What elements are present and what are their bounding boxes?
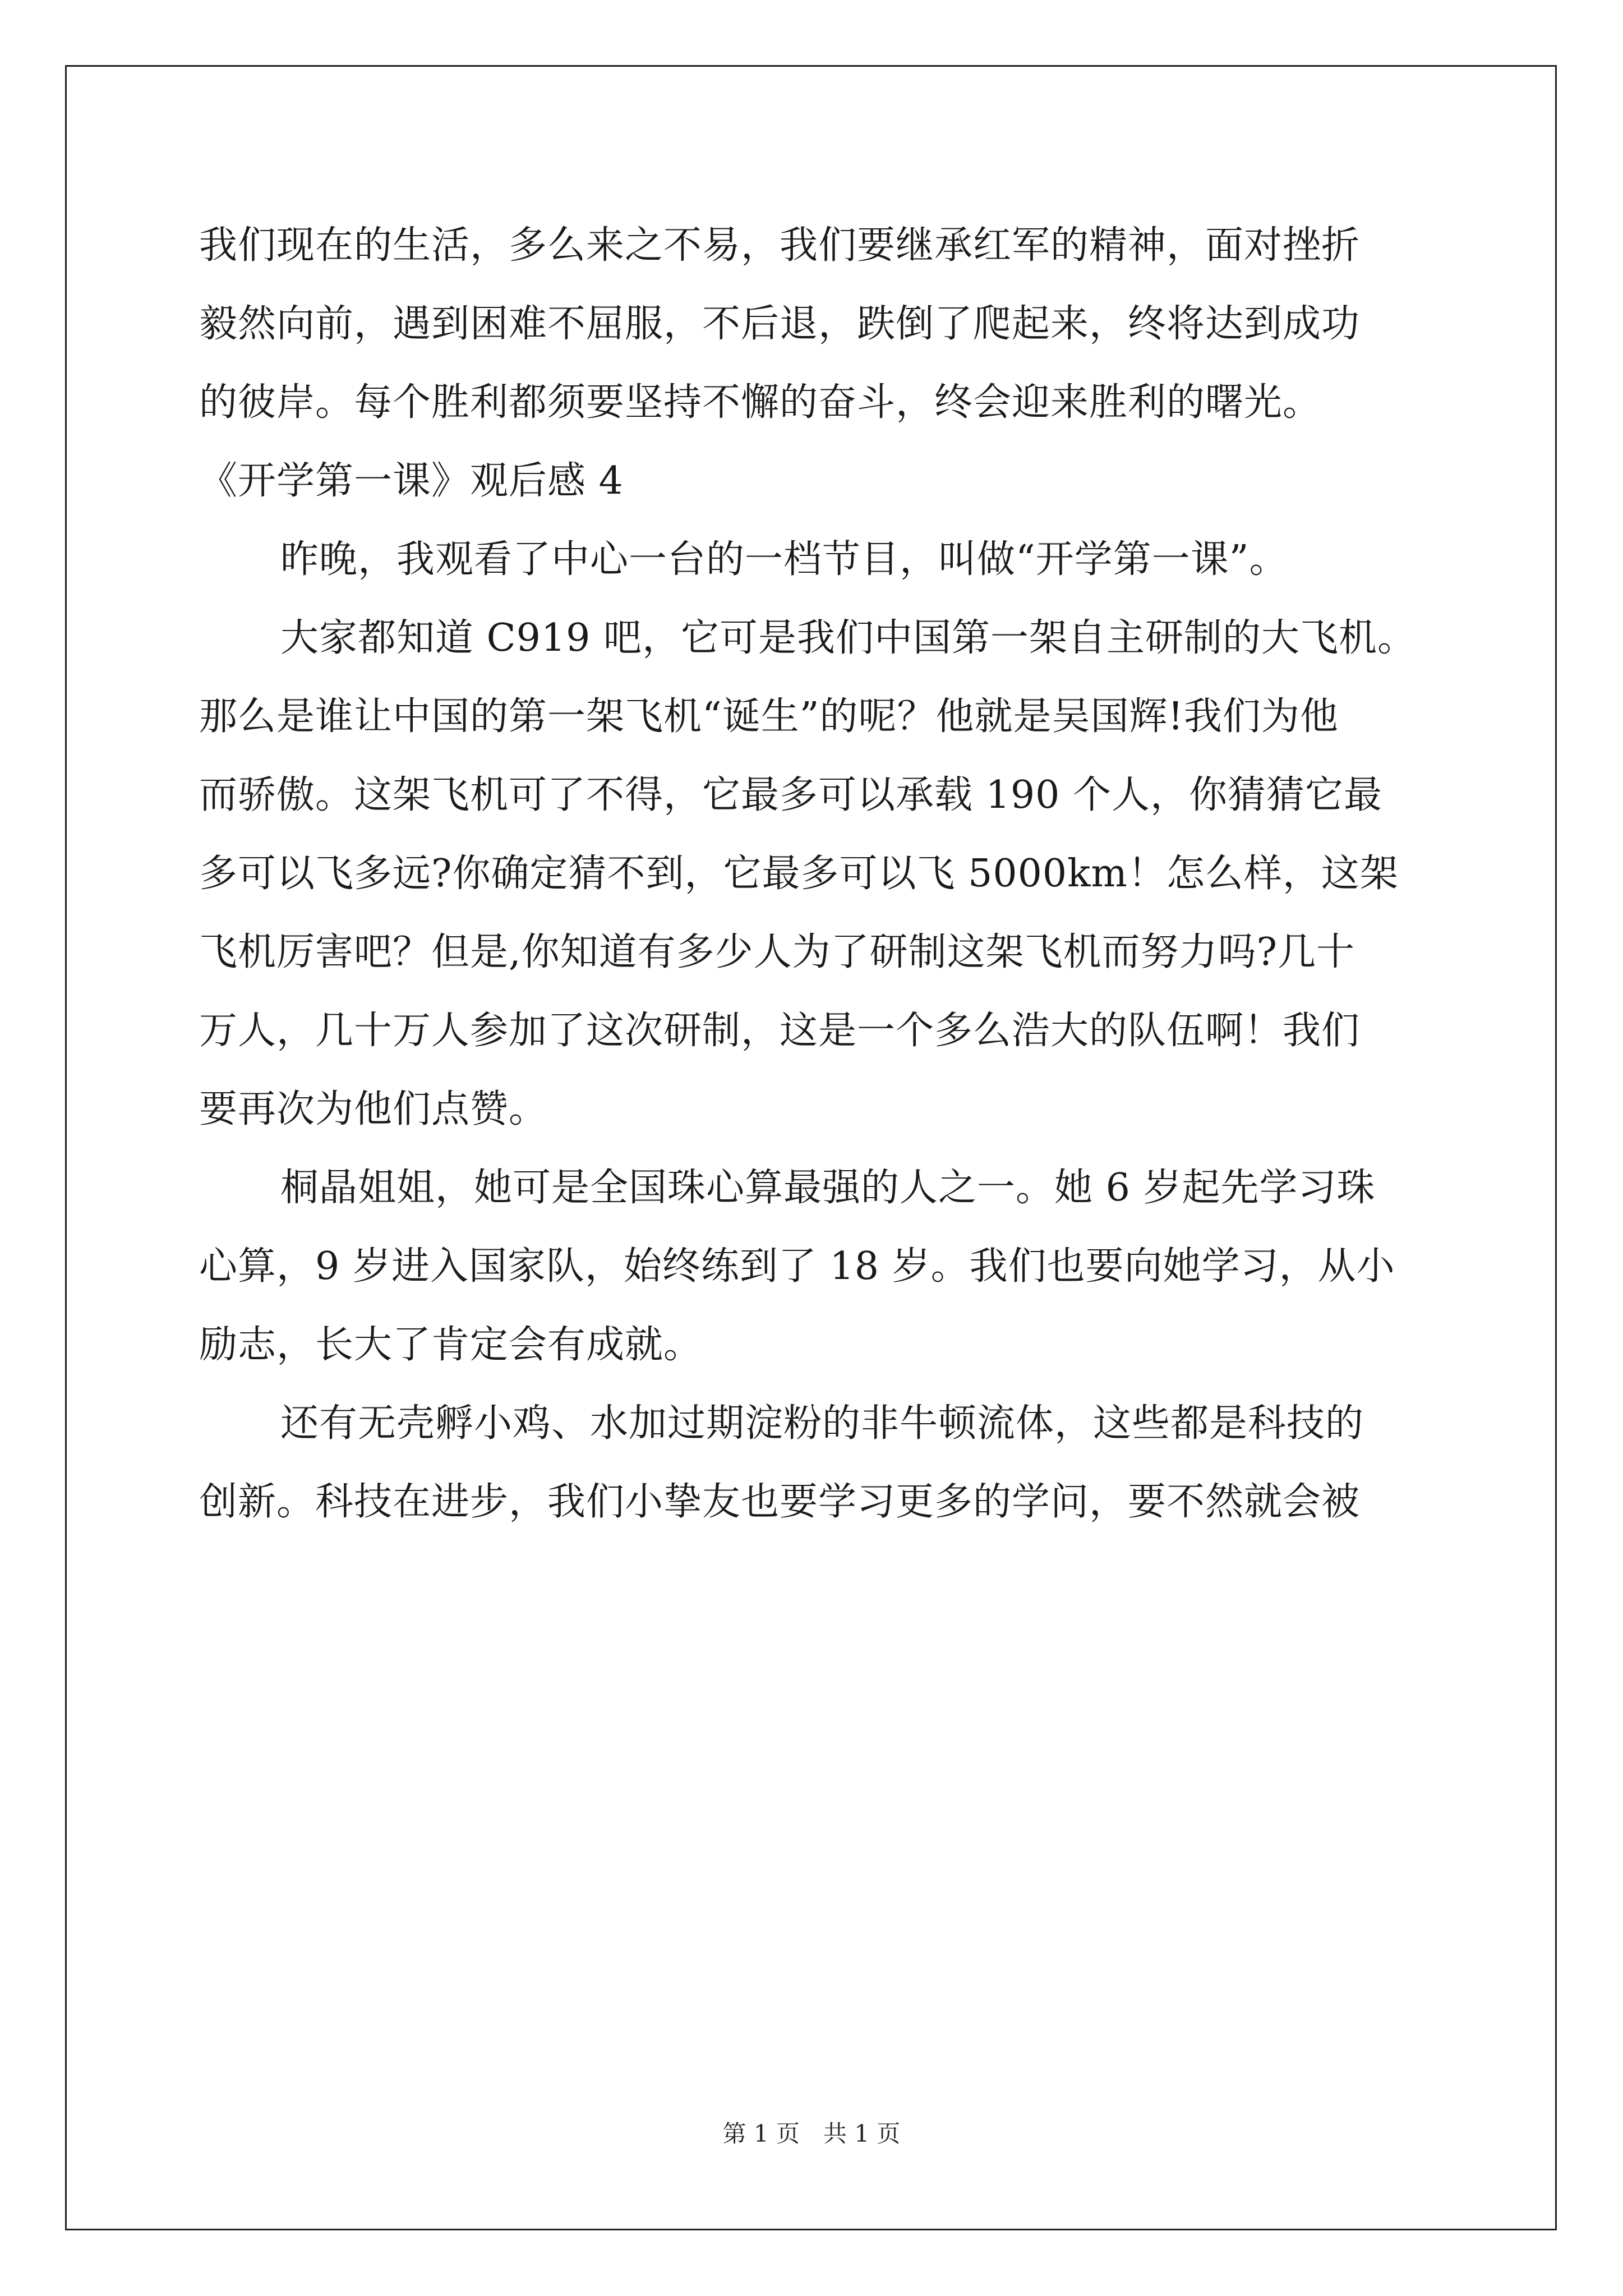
body-line: 要再次为他们点赞。 [199,1087,548,1131]
page-number-footer: 第 1 页 共 1 页 [722,2120,901,2147]
body-line: 飞机厉害吧？但是,你知道有多少人为了研制这架飞机而努力吗?几十 [199,930,1355,974]
body-line: 毅然向前，遇到困难不屈服，不后退，跌倒了爬起来，终将达到成功 [199,302,1361,346]
section-heading: 《开学第一课》观后感 4 [199,459,624,503]
body-line: 我们现在的生活，多么来之不易，我们要继承红军的精神，面对挫折 [199,223,1361,268]
body-line: 心算，9 岁进入国家队，始终练到了 18 岁。我们也要向她学习，从小 [199,1244,1395,1289]
body-line: 创新。科技在进步，我们小挚友也要学习更多的学问，要不然就会被 [199,1480,1361,1524]
body-line: 那么是谁让中国的第一架飞机“诞生”的呢？他就是吴国辉!我们为他 [199,694,1339,739]
body-line: 大家都知道 C919 吧，它可是我们中国第一架自主研制的大飞机。 [280,616,1417,660]
body-line: 的彼岸。每个胜利都须要坚持不懈的奋斗，终会迎来胜利的曙光。 [199,380,1322,425]
body-line: 励志，长大了肯定会有成就。 [199,1323,703,1367]
body-line: 多可以飞多远?你确定猜不到，它最多可以飞 5000km！怎么样，这架 [199,852,1399,896]
body-line: 桐晶姐姐，她可是全国珠心算最强的人之一。她 6 岁起先学习珠 [280,1166,1376,1210]
body-line: 而骄傲。这架飞机可了不得，它最多可以承载 190 个人，你猜猜它最 [199,773,1383,817]
body-line: 还有无壳孵小鸡、水加过期淀粉的非牛顿流体，这些都是科技的 [280,1401,1364,1446]
body-line: 昨晚，我观看了中心一台的一档节目，叫做“开学第一课”。 [280,537,1288,582]
body-line: 万人，几十万人参加了这次研制，这是一个多么浩大的队伍啊！我们 [199,1009,1361,1053]
